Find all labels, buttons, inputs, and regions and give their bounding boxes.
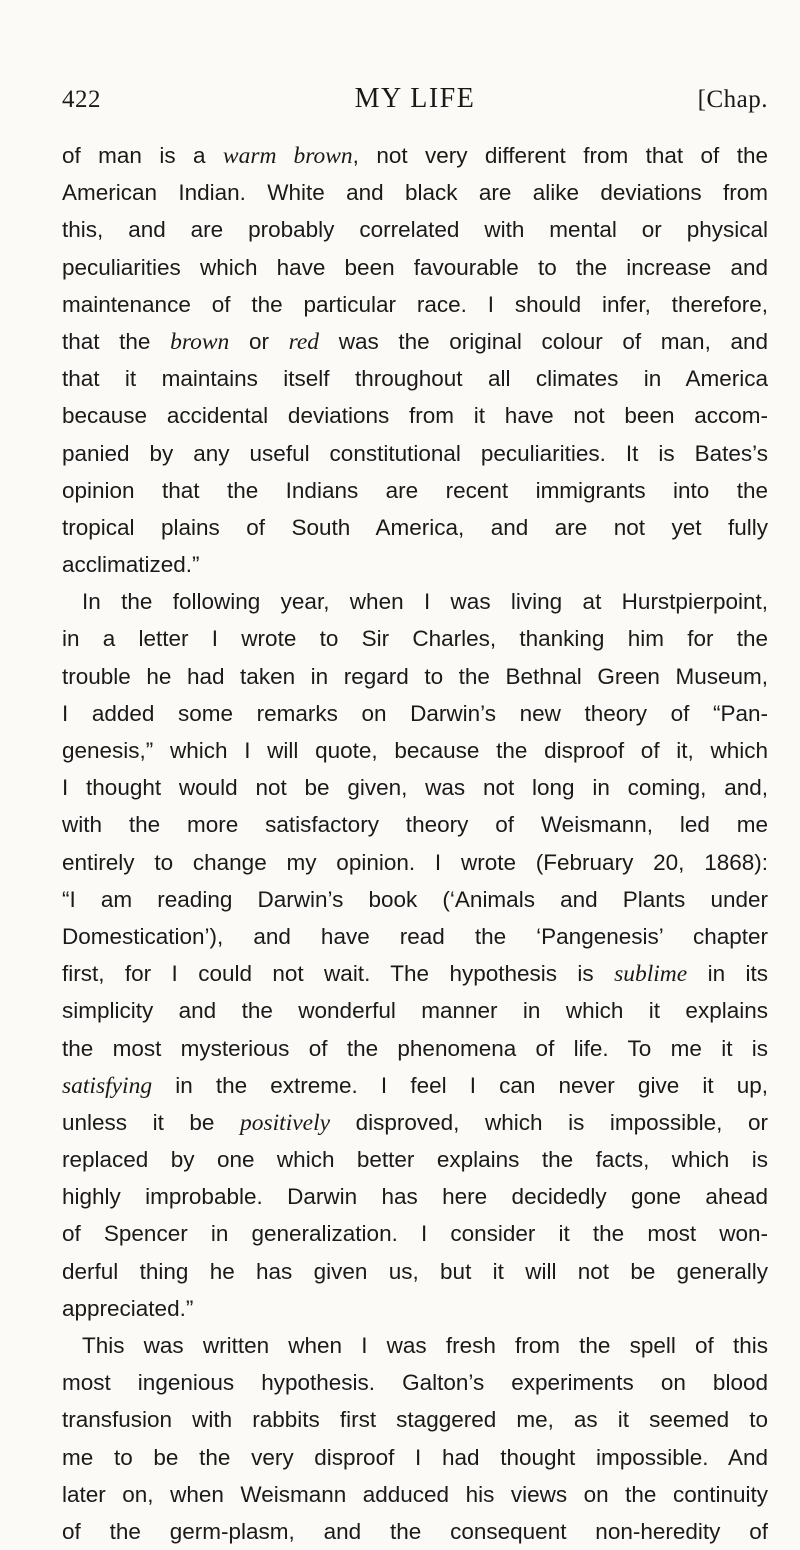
text-run: disproved, which is impossible, or <box>330 1109 768 1135</box>
text-line <box>62 509 768 546</box>
page-header <box>62 83 768 126</box>
text-run: I added some remarks on Darwin’s new theory of “Pan- <box>62 700 768 726</box>
text-run: , not very different from that of the <box>352 143 768 168</box>
text-line <box>62 137 768 174</box>
text-line <box>62 397 768 434</box>
text-line <box>62 1030 768 1067</box>
text-run: simplicity and the wonderful manner in which it explains <box>62 998 768 1024</box>
text-run: of man is a <box>62 143 223 168</box>
running-title: MY LIFE <box>354 83 476 114</box>
text-run: opinion that the Indians are recent immigrants into the <box>62 477 768 503</box>
text-line <box>62 1141 768 1178</box>
text-run: later on, when Weismann adduced his views on the continuity <box>62 1481 768 1507</box>
text-run: maintenance of the particular race. I should infer, therefore, <box>62 291 768 317</box>
text-run: me to be the very disproof I had thought impossible. And <box>62 1444 768 1470</box>
text-run: was the original colour of man, and <box>319 328 768 354</box>
text-run: because accidental deviations from it have not been accom- <box>62 403 768 429</box>
text-line <box>62 1104 768 1141</box>
italic-text-run: red <box>288 328 320 355</box>
text-run: American Indian. White and black are alike deviations from <box>62 180 768 206</box>
text-line <box>62 992 768 1029</box>
text-run: unless it be <box>62 1109 240 1135</box>
text-line <box>62 844 768 881</box>
text-run: most ingenious hypothesis. Galton’s experiments on blood <box>62 1370 768 1396</box>
text-line <box>62 732 768 769</box>
text-line <box>62 1067 768 1104</box>
text-line <box>62 323 768 360</box>
text-line <box>62 211 768 248</box>
text-line <box>62 1476 768 1513</box>
text-line <box>62 583 768 620</box>
text-line <box>62 1364 768 1401</box>
text-run: “I am reading Darwin’s book (‘Animals and Plants under <box>62 886 768 912</box>
text-line <box>62 806 768 843</box>
text-line <box>62 1513 768 1550</box>
text-line <box>62 1215 768 1252</box>
text-line <box>62 695 768 732</box>
text-run: acclimatized.” <box>62 552 200 578</box>
text-line <box>62 1439 768 1476</box>
text-run: genesis,” which I will quote, because the disproof of it, which <box>62 738 768 763</box>
text-line <box>62 1327 768 1364</box>
text-line <box>62 472 768 509</box>
text-run: that it maintains itself throughout all climates in America <box>62 366 768 392</box>
text-line <box>62 1401 768 1438</box>
text-run: or <box>229 328 289 354</box>
text-run: tropical plains of South America, and are not yet fully <box>62 514 768 540</box>
italic-text-run: warm brown <box>222 143 353 169</box>
text-run: panied by any useful constitutional peculiarities. It is Bates’s <box>62 440 768 466</box>
text-line <box>62 286 768 323</box>
text-line <box>62 360 768 397</box>
text-run: of the germ-plasm, and the consequent non-heredity of <box>62 1518 768 1544</box>
text-run: appreciated.” <box>62 1295 194 1321</box>
text-run: in the extreme. I feel I can never give it up, <box>152 1072 768 1098</box>
text-line <box>62 769 768 806</box>
page-number: 422 <box>62 86 101 113</box>
text-run: in its <box>687 961 768 987</box>
text-line <box>62 918 768 955</box>
text-run: entirely to change my opinion. I wrote (February 20, 1868): <box>62 849 768 875</box>
text-line <box>62 174 768 211</box>
text-run: This was written when I was fresh from the spell of this <box>82 1333 768 1358</box>
text-run: in a letter I wrote to Sir Charles, thanking him for the <box>62 626 768 652</box>
body-text <box>62 137 768 1550</box>
italic-text-run: sublime <box>614 961 688 988</box>
text-run: first, for I could not wait. The hypothesis is <box>62 961 615 987</box>
text-run: trouble he had taken in regard to the Bethnal Green Museum, <box>62 663 768 689</box>
text-run: of Spencer in generalization. I consider it the most won- <box>62 1221 768 1247</box>
text-run: highly improbable. Darwin has here decidedly gone ahead <box>62 1184 768 1210</box>
text-line <box>62 1253 768 1290</box>
text-line <box>62 435 768 472</box>
text-line <box>62 881 768 918</box>
text-run: that the <box>62 328 171 354</box>
text-run: In the following year, when I was living at Hurstpierpoint, <box>82 589 768 615</box>
text-run: I thought would not be given, was not long in coming, and, <box>62 775 768 801</box>
text-run: Domestication’), and have read the ‘Pangenesis’ chapter <box>62 923 768 949</box>
italic-text-run: satisfying <box>62 1072 153 1099</box>
text-run: transfusion with rabbits first staggered me, as it seemed to <box>62 1407 768 1433</box>
text-run: peculiarities which have been favourable to the increase and <box>62 254 768 280</box>
text-line <box>62 546 768 583</box>
italic-text-run: brown <box>170 328 230 355</box>
text-line <box>62 955 768 992</box>
chapter-label: [Chap. <box>697 86 768 113</box>
text-run: replaced by one which better explains the facts, which is <box>62 1147 768 1173</box>
text-line <box>62 249 768 286</box>
text-line <box>62 658 768 695</box>
text-run: this, and are probably correlated with mental or physical <box>62 217 768 243</box>
text-run: with the more satisfactory theory of Weismann, led me <box>62 812 768 838</box>
text-line <box>62 1290 768 1327</box>
italic-text-run: positively <box>240 1109 331 1136</box>
text-line <box>62 1178 768 1215</box>
text-run: derful thing he has given us, but it will not be generally <box>62 1258 768 1284</box>
text-run: the most mysterious of the phenomena of life. To me it is <box>62 1035 768 1061</box>
text-line <box>62 620 768 657</box>
